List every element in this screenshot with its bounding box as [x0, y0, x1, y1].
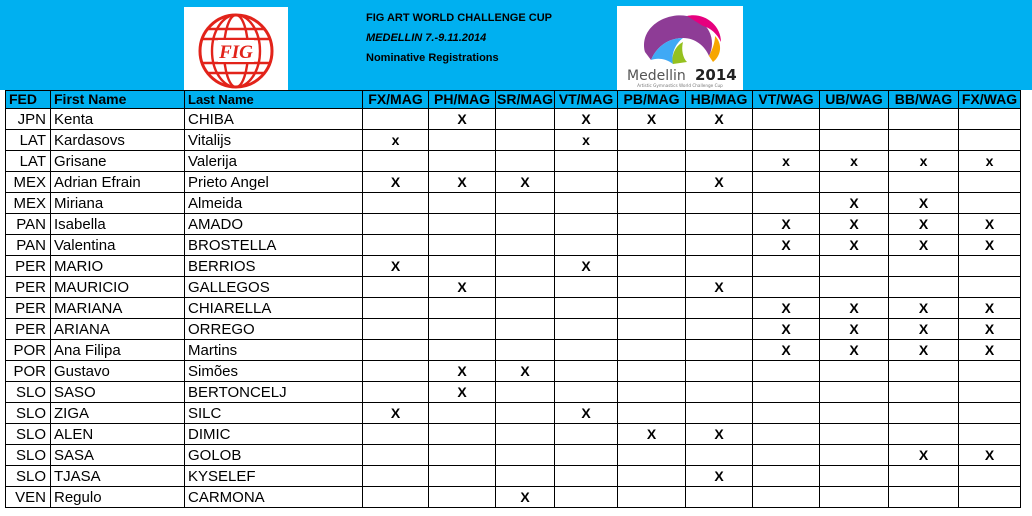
- apparatus-mark-cell: [496, 214, 555, 235]
- apparatus-mark-cell: X: [753, 214, 820, 235]
- apparatus-mark-cell: X: [820, 193, 889, 214]
- apparatus-mark-cell: [496, 256, 555, 277]
- apparatus-mark-cell: [820, 487, 889, 508]
- apparatus-mark-cell: [496, 235, 555, 256]
- apparatus-mark-cell: [686, 487, 753, 508]
- apparatus-mark-cell: [889, 109, 959, 130]
- apparatus-mark-cell: [363, 319, 429, 340]
- apparatus-mark-cell: [363, 487, 429, 508]
- table-row: [6, 193, 1021, 214]
- last-name-cell: BERRIOS: [185, 256, 363, 277]
- apparatus-mark-cell: X: [496, 361, 555, 382]
- table-row: [6, 256, 1021, 277]
- apparatus-mark-cell: [618, 445, 686, 466]
- apparatus-mark-cell: [820, 256, 889, 277]
- apparatus-mark-cell: [618, 298, 686, 319]
- last-name-cell: BROSTELLA: [185, 235, 363, 256]
- apparatus-mark-cell: [618, 193, 686, 214]
- column-header: FED: [6, 91, 51, 109]
- last-name-cell: DIMIC: [185, 424, 363, 445]
- apparatus-mark-cell: [496, 277, 555, 298]
- apparatus-mark-cell: [555, 319, 618, 340]
- last-name-cell: SILC: [185, 403, 363, 424]
- apparatus-mark-cell: X: [889, 214, 959, 235]
- apparatus-mark-cell: [959, 109, 1021, 130]
- apparatus-mark-cell: X: [889, 319, 959, 340]
- first-name-cell: ZIGA: [51, 403, 185, 424]
- apparatus-mark-cell: [429, 151, 496, 172]
- apparatus-mark-cell: [889, 466, 959, 487]
- apparatus-mark-cell: [753, 487, 820, 508]
- apparatus-mark-cell: [429, 130, 496, 151]
- apparatus-mark-cell: x: [555, 130, 618, 151]
- apparatus-mark-cell: X: [959, 298, 1021, 319]
- apparatus-mark-cell: [363, 193, 429, 214]
- apparatus-mark-cell: [820, 466, 889, 487]
- apparatus-mark-cell: [555, 445, 618, 466]
- federation-cell: PER: [6, 277, 51, 298]
- apparatus-mark-cell: X: [555, 403, 618, 424]
- apparatus-mark-cell: [496, 403, 555, 424]
- table-row: [6, 403, 1021, 424]
- apparatus-mark-cell: X: [686, 424, 753, 445]
- apparatus-mark-cell: [686, 298, 753, 319]
- federation-cell: SLO: [6, 424, 51, 445]
- first-name-cell: Valentina: [51, 235, 185, 256]
- column-header: FX/MAG: [363, 91, 429, 109]
- apparatus-mark-cell: X: [959, 340, 1021, 361]
- apparatus-mark-cell: [429, 256, 496, 277]
- last-name-cell: Valerija: [185, 151, 363, 172]
- column-header: VT/WAG: [753, 91, 820, 109]
- apparatus-mark-cell: x: [959, 151, 1021, 172]
- apparatus-mark-cell: [889, 256, 959, 277]
- table-row: [6, 172, 1021, 193]
- apparatus-mark-cell: [820, 130, 889, 151]
- apparatus-mark-cell: [555, 193, 618, 214]
- apparatus-mark-cell: X: [363, 172, 429, 193]
- table-row: [6, 361, 1021, 382]
- last-name-cell: Vitalijs: [185, 130, 363, 151]
- apparatus-mark-cell: x: [363, 130, 429, 151]
- column-header: FX/WAG: [959, 91, 1021, 109]
- apparatus-mark-cell: [618, 487, 686, 508]
- first-name-cell: SASO: [51, 382, 185, 403]
- first-name-cell: ALEN: [51, 424, 185, 445]
- apparatus-mark-cell: X: [686, 466, 753, 487]
- column-header: UB/WAG: [820, 91, 889, 109]
- apparatus-mark-cell: [618, 340, 686, 361]
- apparatus-mark-cell: X: [363, 256, 429, 277]
- apparatus-mark-cell: [555, 424, 618, 445]
- apparatus-mark-cell: [959, 193, 1021, 214]
- apparatus-mark-cell: [555, 151, 618, 172]
- apparatus-mark-cell: [363, 109, 429, 130]
- svg-text:2014: 2014: [695, 66, 737, 84]
- column-header: First Name: [51, 91, 185, 109]
- table-row: [6, 382, 1021, 403]
- apparatus-mark-cell: [618, 403, 686, 424]
- apparatus-mark-cell: [618, 382, 686, 403]
- apparatus-mark-cell: [820, 424, 889, 445]
- apparatus-mark-cell: [555, 361, 618, 382]
- first-name-cell: MARIANA: [51, 298, 185, 319]
- apparatus-mark-cell: [429, 445, 496, 466]
- header-text: [366, 8, 552, 68]
- apparatus-mark-cell: [363, 445, 429, 466]
- apparatus-mark-cell: [753, 361, 820, 382]
- apparatus-mark-cell: [618, 277, 686, 298]
- apparatus-mark-cell: [959, 256, 1021, 277]
- apparatus-mark-cell: [363, 382, 429, 403]
- apparatus-mark-cell: X: [496, 172, 555, 193]
- column-header: HB/MAG: [686, 91, 753, 109]
- table-row: [6, 424, 1021, 445]
- apparatus-mark-cell: [555, 298, 618, 319]
- apparatus-mark-cell: [496, 382, 555, 403]
- apparatus-mark-cell: X: [820, 319, 889, 340]
- apparatus-mark-cell: X: [686, 172, 753, 193]
- apparatus-mark-cell: X: [429, 382, 496, 403]
- apparatus-mark-cell: [555, 235, 618, 256]
- apparatus-mark-cell: [496, 445, 555, 466]
- apparatus-mark-cell: [889, 277, 959, 298]
- svg-text:Artistic Gymnastics World Chal: Artistic Gymnastics World Challenge Cup: [637, 83, 723, 88]
- apparatus-mark-cell: [555, 466, 618, 487]
- apparatus-mark-cell: X: [618, 109, 686, 130]
- first-name-cell: MAURICIO: [51, 277, 185, 298]
- apparatus-mark-cell: [959, 466, 1021, 487]
- apparatus-mark-cell: [429, 235, 496, 256]
- apparatus-mark-cell: [618, 151, 686, 172]
- apparatus-mark-cell: [889, 403, 959, 424]
- apparatus-mark-cell: X: [753, 319, 820, 340]
- apparatus-mark-cell: X: [429, 277, 496, 298]
- apparatus-mark-cell: [363, 235, 429, 256]
- apparatus-mark-cell: X: [686, 277, 753, 298]
- apparatus-mark-cell: [429, 487, 496, 508]
- apparatus-mark-cell: [753, 445, 820, 466]
- last-name-cell: Prieto Angel: [185, 172, 363, 193]
- first-name-cell: Adrian Efrain: [51, 172, 185, 193]
- table-row: [6, 151, 1021, 172]
- apparatus-mark-cell: [555, 340, 618, 361]
- federation-cell: MEX: [6, 172, 51, 193]
- apparatus-mark-cell: [686, 403, 753, 424]
- apparatus-mark-cell: X: [889, 445, 959, 466]
- apparatus-mark-cell: X: [555, 109, 618, 130]
- apparatus-mark-cell: X: [363, 403, 429, 424]
- last-name-cell: GALLEGOS: [185, 277, 363, 298]
- apparatus-mark-cell: x: [820, 151, 889, 172]
- apparatus-mark-cell: [753, 466, 820, 487]
- apparatus-mark-cell: [618, 214, 686, 235]
- apparatus-mark-cell: [959, 403, 1021, 424]
- apparatus-mark-cell: [555, 277, 618, 298]
- svg-text:Medellin: Medellin: [627, 68, 686, 84]
- apparatus-mark-cell: [496, 340, 555, 361]
- federation-cell: SLO: [6, 403, 51, 424]
- federation-cell: PAN: [6, 235, 51, 256]
- last-name-cell: Simões: [185, 361, 363, 382]
- last-name-cell: Martins: [185, 340, 363, 361]
- federation-cell: POR: [6, 340, 51, 361]
- first-name-cell: Ana Filipa: [51, 340, 185, 361]
- apparatus-mark-cell: [889, 361, 959, 382]
- apparatus-mark-cell: [429, 319, 496, 340]
- apparatus-mark-cell: [363, 151, 429, 172]
- apparatus-mark-cell: [429, 193, 496, 214]
- apparatus-mark-cell: [686, 235, 753, 256]
- federation-cell: LAT: [6, 130, 51, 151]
- apparatus-mark-cell: [429, 424, 496, 445]
- fig-logo: [184, 7, 288, 95]
- apparatus-mark-cell: X: [753, 298, 820, 319]
- apparatus-mark-cell: X: [618, 424, 686, 445]
- apparatus-mark-cell: [686, 130, 753, 151]
- apparatus-mark-cell: [753, 130, 820, 151]
- apparatus-mark-cell: [753, 424, 820, 445]
- apparatus-mark-cell: [753, 256, 820, 277]
- last-name-cell: Almeida: [185, 193, 363, 214]
- last-name-cell: AMADO: [185, 214, 363, 235]
- federation-cell: POR: [6, 361, 51, 382]
- apparatus-mark-cell: [496, 424, 555, 445]
- first-name-cell: MARIO: [51, 256, 185, 277]
- apparatus-mark-cell: [889, 172, 959, 193]
- federation-cell: VEN: [6, 487, 51, 508]
- apparatus-mark-cell: [429, 466, 496, 487]
- apparatus-mark-cell: X: [555, 256, 618, 277]
- apparatus-mark-cell: X: [496, 487, 555, 508]
- apparatus-mark-cell: [686, 340, 753, 361]
- column-header: PH/MAG: [429, 91, 496, 109]
- apparatus-mark-cell: X: [429, 172, 496, 193]
- apparatus-mark-cell: [618, 235, 686, 256]
- last-name-cell: KYSELEF: [185, 466, 363, 487]
- apparatus-mark-cell: [496, 298, 555, 319]
- apparatus-mark-cell: [753, 109, 820, 130]
- apparatus-mark-cell: X: [889, 193, 959, 214]
- federation-cell: SLO: [6, 382, 51, 403]
- apparatus-mark-cell: [496, 109, 555, 130]
- event-dates: MEDELLIN 7.-9.11.2014: [366, 32, 487, 44]
- apparatus-mark-cell: [429, 214, 496, 235]
- federation-cell: MEX: [6, 193, 51, 214]
- first-name-cell: Grisane: [51, 151, 185, 172]
- federation-cell: PER: [6, 256, 51, 277]
- apparatus-mark-cell: [889, 382, 959, 403]
- federation-cell: JPN: [6, 109, 51, 130]
- apparatus-mark-cell: [496, 319, 555, 340]
- apparatus-mark-cell: [686, 382, 753, 403]
- federation-cell: SLO: [6, 445, 51, 466]
- apparatus-mark-cell: [618, 319, 686, 340]
- apparatus-mark-cell: [429, 340, 496, 361]
- apparatus-mark-cell: [959, 487, 1021, 508]
- apparatus-mark-cell: X: [889, 298, 959, 319]
- table-row: [6, 466, 1021, 487]
- apparatus-mark-cell: [820, 403, 889, 424]
- first-name-cell: TJASA: [51, 466, 185, 487]
- first-name-cell: Kenta: [51, 109, 185, 130]
- column-header: VT/MAG: [555, 91, 618, 109]
- apparatus-mark-cell: [363, 466, 429, 487]
- registration-table: [5, 90, 1021, 508]
- last-name-cell: BERTONCELJ: [185, 382, 363, 403]
- apparatus-mark-cell: [555, 487, 618, 508]
- apparatus-mark-cell: [959, 172, 1021, 193]
- last-name-cell: ORREGO: [185, 319, 363, 340]
- apparatus-mark-cell: [363, 424, 429, 445]
- apparatus-mark-cell: [618, 172, 686, 193]
- first-name-cell: Miriana: [51, 193, 185, 214]
- apparatus-mark-cell: X: [753, 235, 820, 256]
- apparatus-mark-cell: [820, 382, 889, 403]
- apparatus-mark-cell: X: [820, 235, 889, 256]
- apparatus-mark-cell: [618, 130, 686, 151]
- apparatus-mark-cell: X: [959, 235, 1021, 256]
- document-title: FIG ART WORLD CHALLENGE CUP: [366, 12, 552, 24]
- apparatus-mark-cell: [686, 151, 753, 172]
- first-name-cell: Gustavo: [51, 361, 185, 382]
- header-row: [6, 91, 1021, 109]
- apparatus-mark-cell: [889, 424, 959, 445]
- apparatus-mark-cell: [820, 445, 889, 466]
- apparatus-mark-cell: [753, 193, 820, 214]
- last-name-cell: CHIARELLA: [185, 298, 363, 319]
- apparatus-mark-cell: [363, 214, 429, 235]
- first-name-cell: Kardasovs: [51, 130, 185, 151]
- column-header: PB/MAG: [618, 91, 686, 109]
- apparatus-mark-cell: [820, 277, 889, 298]
- apparatus-mark-cell: X: [959, 445, 1021, 466]
- apparatus-mark-cell: [363, 298, 429, 319]
- apparatus-mark-cell: [686, 445, 753, 466]
- apparatus-mark-cell: X: [820, 214, 889, 235]
- apparatus-mark-cell: [429, 298, 496, 319]
- table-row: [6, 130, 1021, 151]
- last-name-cell: GOLOB: [185, 445, 363, 466]
- table-row: [6, 340, 1021, 361]
- apparatus-mark-cell: [889, 487, 959, 508]
- apparatus-mark-cell: [959, 424, 1021, 445]
- apparatus-mark-cell: [959, 361, 1021, 382]
- apparatus-mark-cell: [686, 361, 753, 382]
- apparatus-mark-cell: [363, 340, 429, 361]
- apparatus-mark-cell: x: [753, 151, 820, 172]
- federation-cell: LAT: [6, 151, 51, 172]
- apparatus-mark-cell: [686, 256, 753, 277]
- apparatus-mark-cell: X: [959, 319, 1021, 340]
- apparatus-mark-cell: [753, 277, 820, 298]
- apparatus-mark-cell: X: [753, 340, 820, 361]
- apparatus-mark-cell: X: [820, 298, 889, 319]
- column-header: Last Name: [185, 91, 363, 109]
- table-body: [6, 109, 1021, 508]
- apparatus-mark-cell: [959, 277, 1021, 298]
- federation-cell: SLO: [6, 466, 51, 487]
- apparatus-mark-cell: x: [889, 151, 959, 172]
- table-row: [6, 235, 1021, 256]
- apparatus-mark-cell: X: [820, 340, 889, 361]
- apparatus-mark-cell: X: [686, 109, 753, 130]
- table-row: [6, 214, 1021, 235]
- medellin-2014-logo: [617, 6, 743, 90]
- apparatus-mark-cell: [959, 130, 1021, 151]
- apparatus-mark-cell: [496, 466, 555, 487]
- apparatus-mark-cell: [820, 172, 889, 193]
- table-row: [6, 109, 1021, 130]
- apparatus-mark-cell: [555, 214, 618, 235]
- table-row: [6, 487, 1021, 508]
- first-name-cell: Regulo: [51, 487, 185, 508]
- last-name-cell: CHIBA: [185, 109, 363, 130]
- table-row: [6, 445, 1021, 466]
- federation-cell: PAN: [6, 214, 51, 235]
- apparatus-mark-cell: X: [429, 109, 496, 130]
- apparatus-mark-cell: X: [889, 235, 959, 256]
- apparatus-mark-cell: [753, 403, 820, 424]
- apparatus-mark-cell: [686, 214, 753, 235]
- svg-text:FIG: FIG: [219, 42, 253, 63]
- table-row: [6, 277, 1021, 298]
- apparatus-mark-cell: X: [429, 361, 496, 382]
- apparatus-mark-cell: [618, 466, 686, 487]
- apparatus-mark-cell: X: [959, 214, 1021, 235]
- table-row: [6, 298, 1021, 319]
- apparatus-mark-cell: [753, 382, 820, 403]
- column-header: BB/WAG: [889, 91, 959, 109]
- apparatus-mark-cell: [959, 382, 1021, 403]
- apparatus-mark-cell: [686, 193, 753, 214]
- apparatus-mark-cell: [820, 109, 889, 130]
- first-name-cell: ARIANA: [51, 319, 185, 340]
- apparatus-mark-cell: [496, 193, 555, 214]
- apparatus-mark-cell: [363, 361, 429, 382]
- federation-cell: PER: [6, 298, 51, 319]
- apparatus-mark-cell: [555, 172, 618, 193]
- apparatus-mark-cell: [618, 361, 686, 382]
- federation-cell: PER: [6, 319, 51, 340]
- column-header: SR/MAG: [497, 91, 553, 107]
- apparatus-mark-cell: [555, 382, 618, 403]
- first-name-cell: Isabella: [51, 214, 185, 235]
- apparatus-mark-cell: [753, 172, 820, 193]
- apparatus-mark-cell: [496, 151, 555, 172]
- apparatus-mark-cell: [429, 403, 496, 424]
- apparatus-mark-cell: [363, 277, 429, 298]
- last-name-cell: CARMONA: [185, 487, 363, 508]
- document-note: Nominative Registrations: [366, 52, 499, 64]
- apparatus-mark-cell: [820, 361, 889, 382]
- table-row: [6, 319, 1021, 340]
- apparatus-mark-cell: [618, 256, 686, 277]
- apparatus-mark-cell: [889, 130, 959, 151]
- apparatus-mark-cell: [686, 319, 753, 340]
- apparatus-mark-cell: [496, 130, 555, 151]
- apparatus-mark-cell: X: [889, 340, 959, 361]
- first-name-cell: SASA: [51, 445, 185, 466]
